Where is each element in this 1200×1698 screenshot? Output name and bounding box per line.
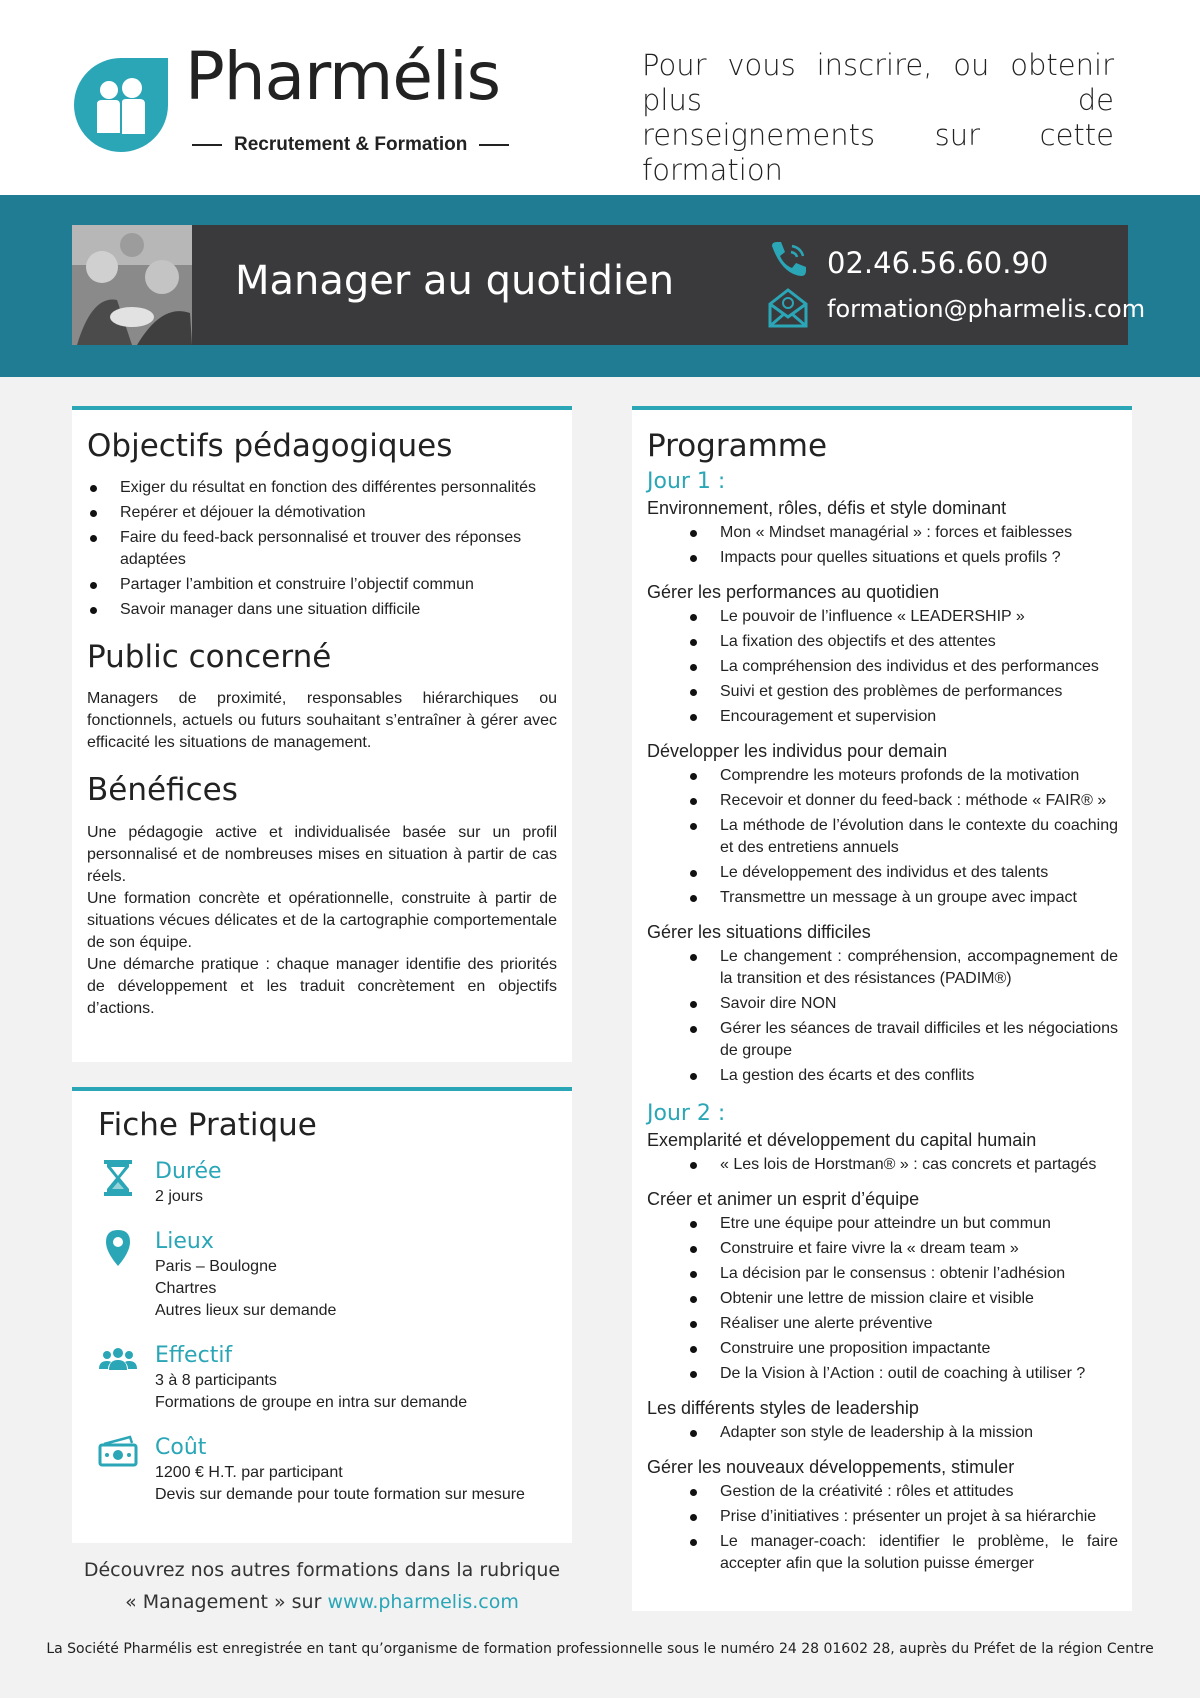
list-item: Adapter son style de leadership à la mission <box>687 1422 1118 1444</box>
list-item: Exiger du résultat en fonction des différentes personnalités <box>87 477 557 499</box>
money-icon <box>98 1434 138 1474</box>
list-item: Encouragement et supervision <box>687 706 1118 728</box>
list-item: Impacts pour quelles situations et quels profils ? <box>687 547 1118 569</box>
benefices-paragraph: Une pédagogie active et individualisée basée sur un profil personnalisé et de nombreuses mises en situation à partir de cas réels. <box>87 823 557 885</box>
list-item: Etre une équipe pour atteindre un but commun <box>687 1213 1118 1235</box>
section-title: Gérer les situations difficiles <box>647 922 871 943</box>
course-title: Manager au quotidien <box>235 258 675 304</box>
group-icon <box>98 1342 138 1382</box>
section-list <box>647 522 1118 569</box>
page-header <box>0 0 1200 195</box>
list-item: La fixation des objectifs et des attentes <box>687 631 1118 653</box>
brand-name: Pharmélis <box>185 38 501 115</box>
list-item: Transmettre un message à un groupe avec impact <box>687 887 1118 909</box>
fiche-label: Lieux <box>155 1229 214 1255</box>
list-item: Le développement des individus et des talents <box>687 862 1118 884</box>
section-list <box>647 1481 1118 1575</box>
location-pin-icon <box>98 1228 138 1268</box>
list-item: Le pouvoir de l’influence « LEADERSHIP » <box>687 606 1118 628</box>
section-list <box>647 1422 1118 1444</box>
list-item: Construire une proposition impactante <box>687 1338 1118 1360</box>
fiche-label: Coût <box>155 1435 207 1461</box>
fiche-line: 2 jours <box>155 1188 204 1206</box>
pharmelis-logo-icon <box>72 56 170 154</box>
section-title: Environnement, rôles, défis et style dominant <box>647 498 1007 519</box>
fiche-line: Autres lieux sur demande <box>155 1302 337 1320</box>
website-link[interactable]: www.pharmelis.com <box>327 1591 519 1613</box>
discover-prefix: « Management » sur <box>125 1591 328 1613</box>
section-title: Développer les individus pour demain <box>647 741 948 762</box>
mail-icon <box>768 286 808 328</box>
phone-icon <box>768 240 808 280</box>
list-item: Gestion de la créativité : rôles et attitudes <box>687 1481 1118 1503</box>
section-title: Les différents styles de leadership <box>647 1398 919 1419</box>
list-item: La décision par le consensus : obtenir l’adhésion <box>687 1263 1118 1285</box>
fiche-item-cout <box>98 1434 546 1506</box>
info-card <box>72 406 572 1062</box>
list-item: « Les lois de Horstman® » : cas concrets et partagés <box>687 1154 1118 1176</box>
email-address[interactable]: formation@pharmelis.com <box>827 295 1146 323</box>
programme-title: Programme <box>647 428 828 464</box>
fiche-label: Durée <box>155 1159 222 1185</box>
section-title: Créer et animer un esprit d’équipe <box>647 1189 920 1210</box>
benefices-paragraph: Une formation concrète et opérationnelle, construite à partir de situations vécues délicates et de la cartographie comportementale de son équipe. <box>87 889 557 951</box>
list-item: Construire et faire vivre la « dream team » <box>687 1238 1118 1260</box>
list-item: Faire du feed-back personnalisé et trouver des réponses adaptées <box>87 527 557 571</box>
hourglass-icon <box>98 1158 138 1198</box>
section-list <box>647 1154 1118 1176</box>
list-item: Gérer les séances de travail difficiles et les négociations de groupe <box>687 1018 1118 1062</box>
brand-tagline-text: Recrutement & Formation <box>234 134 468 155</box>
contact-line-2: renseignements sur cette formation <box>642 118 1114 187</box>
fiche-item-effectif <box>98 1342 546 1414</box>
section-title: Gérer les nouveaux développements, stimuler <box>647 1457 1015 1478</box>
discover-line-1: Découvrez nos autres formations dans la rubrique <box>83 1559 561 1581</box>
fiche-line: 1200 € H.T. par participant <box>155 1464 343 1482</box>
fiche-label: Effectif <box>155 1343 233 1369</box>
fiche-title: Fiche Pratique <box>98 1107 317 1143</box>
contact-line-1: Pour vous inscrire, ou obtenir plus de <box>642 48 1114 117</box>
list-item: Comprendre les moteurs profonds de la motivation <box>687 765 1118 787</box>
brand-tagline <box>192 134 509 156</box>
section-list <box>647 606 1118 728</box>
list-item: Réaliser une alerte préventive <box>687 1313 1118 1335</box>
fiche-item-lieux <box>98 1228 546 1322</box>
fiche-line: Chartres <box>155 1280 217 1298</box>
section-list <box>647 1213 1118 1385</box>
fiche-pratique-card <box>72 1087 572 1543</box>
objectifs-list <box>87 477 557 621</box>
list-item: La compréhension des individus et des performances <box>687 656 1118 678</box>
list-item: Le manager-coach: identifier le problème, le faire accepter afin que la solution puisse émerger <box>687 1531 1118 1575</box>
list-item: La méthode de l’évolution dans le contexte du coaching et des entretiens annuels <box>687 815 1118 859</box>
phone-number[interactable]: 02.46.56.60.90 <box>827 246 1049 280</box>
discover-text <box>72 1554 572 1618</box>
list-item: Recevoir et donner du feed-back : méthode « FAIR® » <box>687 790 1118 812</box>
discover-line-2 <box>72 1586 572 1618</box>
fiche-item-duree <box>98 1158 546 1208</box>
fiche-line: Formations de groupe en intra sur demande <box>155 1394 468 1412</box>
public-text: Managers de proximité, responsables hiérarchiques ou fonctionnels, actuels ou futurs souhaitant s’entraîner à gérer avec efficacité les situations de management. <box>87 690 557 752</box>
list-item: Mon « Mindset managérial » : forces et faiblesses <box>687 522 1118 544</box>
objectifs-title: Objectifs pédagogiques <box>87 428 453 464</box>
list-item: Obtenir une lettre de mission claire et visible <box>687 1288 1118 1310</box>
section-list <box>647 765 1118 909</box>
list-item: Savoir dire NON <box>687 993 1118 1015</box>
list-item: De la Vision à l’Action : outil de coaching à utiliser ? <box>687 1363 1118 1385</box>
fiche-line: 3 à 8 participants <box>155 1372 277 1390</box>
section-list <box>647 946 1118 1087</box>
fiche-line: Paris – Boulogne <box>155 1258 277 1276</box>
programme-card <box>632 406 1132 1611</box>
fiche-line: Devis sur demande pour toute formation sur mesure <box>155 1486 525 1504</box>
benefices-title: Bénéfices <box>87 772 238 809</box>
section-title: Exemplarité et développement du capital humain <box>647 1130 1037 1151</box>
section-title: Gérer les performances au quotidien <box>647 582 940 603</box>
public-title: Public concerné <box>87 639 332 676</box>
business-handshake-photo <box>72 225 192 345</box>
list-item: Le changement : compréhension, accompagnement de la transition et des résistances (PADIM®) <box>687 946 1118 990</box>
list-item: Suivi et gestion des problèmes de performances <box>687 681 1118 703</box>
day-label: Jour 1 : <box>647 469 726 495</box>
benefices-paragraph: Une démarche pratique : chaque manager identifie des priorités de développement et les traduit concrètement en objectifs d’actions. <box>87 955 557 1017</box>
list-item: Partager l’ambition et construire l’objectif commun <box>87 574 557 596</box>
list-item: Prise d’initiatives : présenter un projet à sa hiérarchie <box>687 1506 1118 1528</box>
legal-footer: La Société Pharmélis est enregistrée en tant qu’organisme de formation professionnelle sous le numéro 24 28 01602 28, auprès du Préfet de la région Centre <box>46 1641 1154 1657</box>
list-item: Savoir manager dans une situation difficile <box>87 599 557 621</box>
list-item: Repérer et déjouer la démotivation <box>87 502 557 524</box>
day-label: Jour 2 : <box>647 1101 726 1127</box>
list-item: La gestion des écarts et des conflits <box>687 1065 1118 1087</box>
